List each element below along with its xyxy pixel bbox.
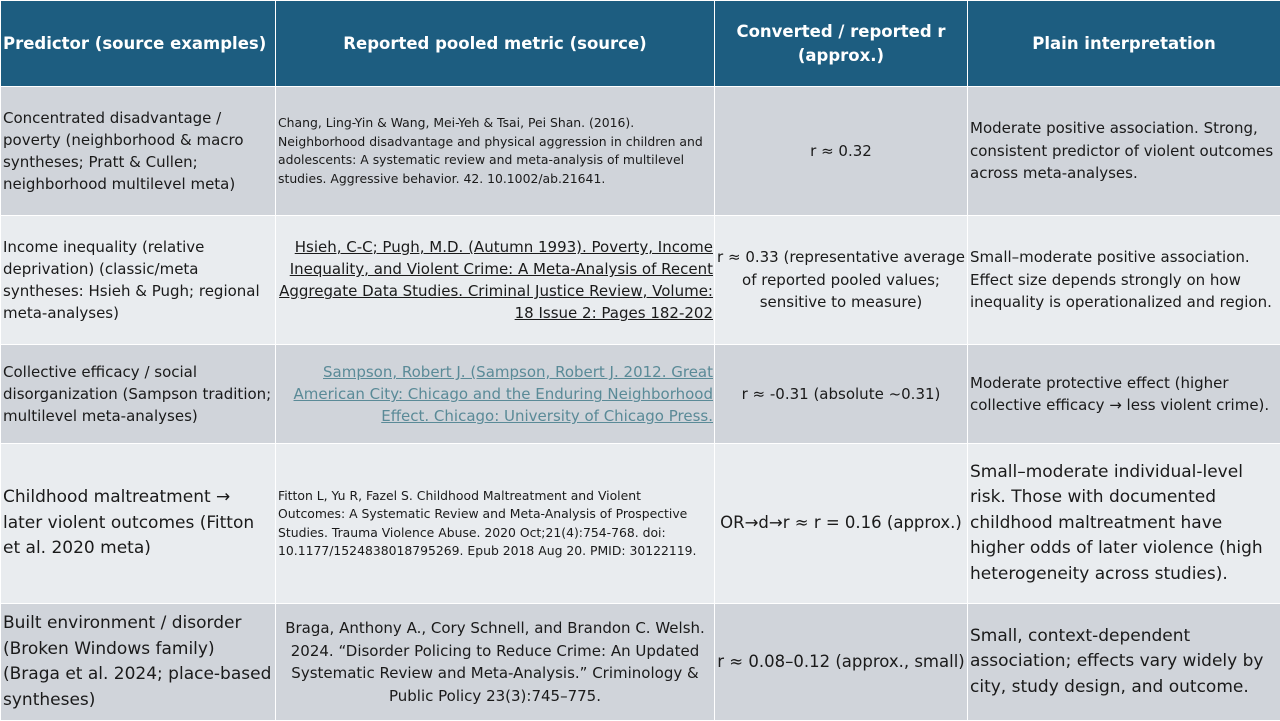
table-row — [1, 345, 1280, 444]
table-row — [1, 444, 1280, 604]
source-cell: Braga, Anthony A., Cory Schnell, and Brandon C. Welsh. 2024. “Disorder Policing to Reduce Crime: An Updated Systematic Review and Meta-Analysis.” Criminology & Public Policy 23(3):745–775. — [276, 604, 715, 721]
interpretation-cell: Small, context-dependent association; effects vary widely by city, study design, and outcome. — [968, 604, 1280, 721]
header-row — [1, 1, 1280, 87]
table-row — [1, 87, 1280, 216]
source-cell: Chang, Ling-Yin & Wang, Mei-Yeh & Tsai, Pei Shan. (2016). Neighborhood disadvantage and physical aggression in children and adolescents: A systematic review and meta-analysis of multilevel studies. Aggressive behavior. 42. 10.1002/ab.21641. — [276, 87, 715, 216]
header-predictor: Predictor (source examples) — [1, 1, 276, 87]
converted-r-cell: r ≈ 0.32 — [715, 87, 968, 216]
source-cell — [276, 216, 715, 345]
converted-r-cell: r ≈ 0.08–0.12 (approx., small) — [715, 604, 968, 721]
header-interpretation: Plain interpretation — [968, 1, 1280, 87]
converted-r-cell: OR→d→r ≈ r = 0.16 (approx.) — [715, 444, 968, 604]
interpretation-cell: Small–moderate positive association. Effect size depends strongly on how inequality is operationalized and region. — [968, 216, 1280, 345]
source-link[interactable]: Hsieh, C-C; Pugh, M.D. (Autumn 1993). Poverty, Income Inequality, and Violent Crime: A Meta-Analysis of Recent Aggregate Data Studies. Criminal Justice Review, Volume: 18 Issue 2: Pages 182-202 — [279, 238, 713, 322]
header-converted-r: Converted / reported r (approx.) — [715, 1, 968, 87]
interpretation-cell: Moderate positive association. Strong, consistent predictor of violent outcomes across meta-analyses. — [968, 87, 1280, 216]
source-cell — [276, 345, 715, 444]
interpretation-cell: Moderate protective effect (higher collective efficacy → less violent crime). — [968, 345, 1280, 444]
predictor-cell: Collective efficacy / social disorganization (Sampson tradition; multilevel meta-analyses) — [1, 345, 276, 444]
table-row — [1, 604, 1280, 721]
interpretation-cell: Small–moderate individual-level risk. Those with documented childhood maltreatment have higher odds of later violence (high heterogeneity across studies). — [968, 444, 1280, 604]
converted-r-cell: r ≈ -0.31 (absolute ~0.31) — [715, 345, 968, 444]
source-cell: Fitton L, Yu R, Fazel S. Childhood Maltreatment and Violent Outcomes: A Systematic Review and Meta-Analysis of Prospective Studies. Trauma Violence Abuse. 2020 Oct;21(4):754-768. doi: 10.1177/1524838018795269. Epub 2018 Aug 20. PMID: 30122119. — [276, 444, 715, 604]
converted-r-cell: r ≈ 0.33 (representative average of reported pooled values; sensitive to measure) — [715, 216, 968, 345]
predictor-cell: Childhood maltreatment → later violent outcomes (Fitton et al. 2020 meta) — [1, 444, 276, 604]
predictor-cell: Concentrated disadvantage / poverty (neighborhood & macro syntheses; Pratt & Cullen; neighborhood multilevel meta) — [1, 87, 276, 216]
predictor-cell: Built environment / disorder (Broken Windows family) (Braga et al. 2024; place-based syntheses) — [1, 604, 276, 721]
source-link[interactable]: Sampson, Robert J. (Sampson, Robert J. 2012. Great American City: Chicago and the Enduring Neighborhood Effect. Chicago: University of Chicago Press. — [294, 363, 713, 425]
table-row — [1, 216, 1280, 345]
predictor-cell: Income inequality (relative deprivation) (classic/meta syntheses: Hsieh & Pugh; regional meta-analyses) — [1, 216, 276, 345]
header-reported-metric: Reported pooled metric (source) — [276, 1, 715, 87]
